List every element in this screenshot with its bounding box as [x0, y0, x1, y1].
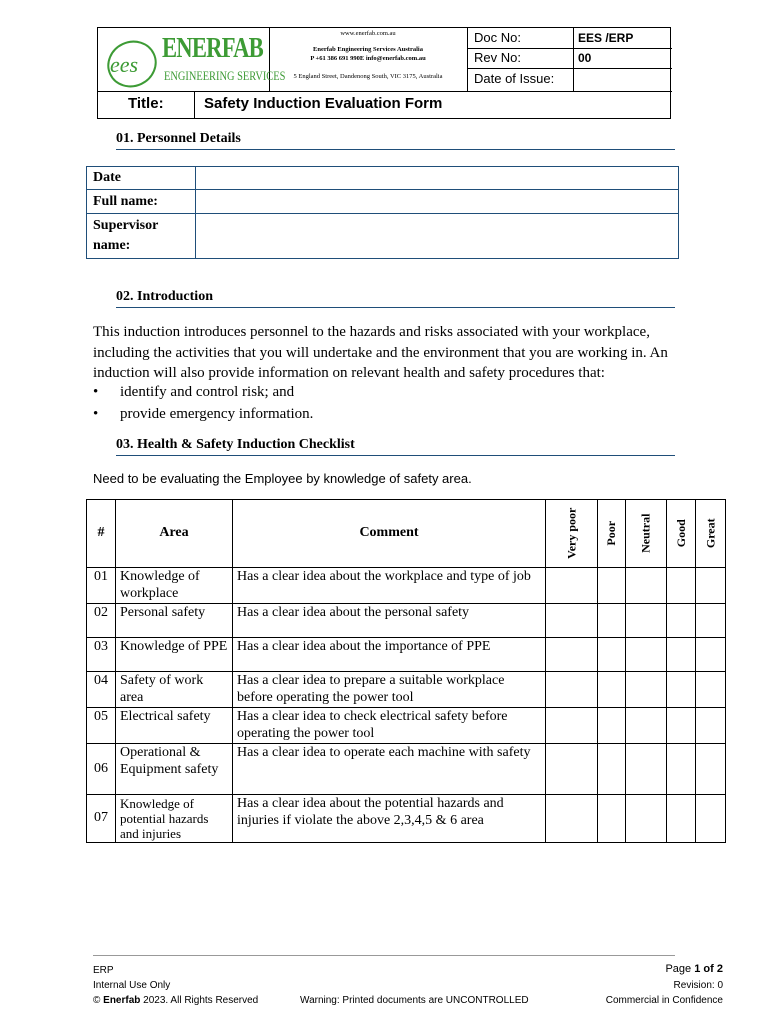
rating-cell-good[interactable] [666, 604, 695, 638]
footer-doc-code: ERP [93, 965, 114, 976]
company-full-name: Enerfab Engineering Services Australia [313, 46, 423, 53]
table-row [87, 744, 726, 795]
personnel-details-table [86, 166, 679, 259]
rating-cell-great[interactable] [695, 604, 726, 638]
row-number: 04 [87, 672, 116, 708]
bullet-icon: • [93, 406, 99, 422]
footer-warning: Warning: Printed documents are UNCONTROLLED [300, 995, 529, 1006]
table-row [87, 190, 679, 214]
row-area: Operational & Equipment safety [116, 744, 233, 795]
table-row [87, 795, 726, 843]
row-area: Knowledge of workplace [116, 568, 233, 604]
footer-revision: Revision: 0 [673, 980, 723, 991]
table-row [87, 638, 726, 672]
rating-cell-great[interactable] [695, 744, 726, 795]
company-name: ENERFAB [162, 32, 263, 64]
checklist-table [86, 499, 726, 843]
section-heading-introduction: 02. Introduction [116, 289, 675, 308]
rating-cell-very-poor[interactable] [546, 708, 598, 744]
footer-confidence: Commercial in Confidence [605, 995, 723, 1006]
supervisor-name-label: Supervisor name: [87, 214, 196, 259]
row-area: Personal safety [116, 604, 233, 638]
rating-cell-great[interactable] [695, 568, 726, 604]
rating-cell-poor[interactable] [598, 638, 626, 672]
rating-cell-neutral[interactable] [626, 708, 666, 744]
column-header-num: # [87, 500, 116, 568]
rating-cell-poor[interactable] [598, 708, 626, 744]
section-heading-personnel: 01. Personnel Details [116, 131, 675, 150]
row-area: Electrical safety [116, 708, 233, 744]
title-label: Title: [128, 95, 164, 112]
rating-cell-very-poor[interactable] [546, 795, 598, 843]
row-area: Knowledge of PPE [116, 638, 233, 672]
rating-cell-poor[interactable] [598, 604, 626, 638]
rev-no-value: 00 [578, 51, 592, 65]
list-item: • identify and control risk; and [93, 384, 295, 400]
rating-cell-neutral[interactable] [626, 604, 666, 638]
table-row [87, 568, 726, 604]
row-comment: Has a clear idea to check electrical safety before operating the power tool [233, 708, 546, 744]
column-header-neutral: Neutral [626, 500, 666, 568]
rating-cell-poor[interactable] [598, 672, 626, 708]
rating-cell-great[interactable] [695, 638, 726, 672]
table-row [87, 604, 726, 638]
footer-copyright: © Enerfab 2023. All Rights Reserved [93, 995, 259, 1006]
page-indicator: Page 1 of 2 [665, 963, 723, 975]
company-subtitle: ENGINEERING SERVICES [164, 68, 286, 83]
rating-cell-neutral[interactable] [626, 638, 666, 672]
rating-cell-very-poor[interactable] [546, 744, 598, 795]
column-header-very-poor: Very poor [546, 500, 598, 568]
row-area: Safety of work area [116, 672, 233, 708]
row-number: 07 [87, 795, 116, 843]
row-area: Knowledge of potential hazards and injuries [116, 795, 233, 843]
document-title: Safety Induction Evaluation Form [204, 95, 443, 112]
column-header-area: Area [116, 500, 233, 568]
rating-cell-good[interactable] [666, 638, 695, 672]
column-header-comment: Comment [233, 500, 546, 568]
column-header-poor: Poor [598, 500, 626, 568]
rating-cell-good[interactable] [666, 795, 695, 843]
rev-no-label: Rev No: [474, 50, 521, 65]
doc-no-value: EES /ERP [578, 31, 634, 45]
row-comment: Has a clear idea about the importance of PPE [233, 638, 546, 672]
footer-divider [93, 955, 675, 956]
rating-cell-great[interactable] [695, 795, 726, 843]
rating-cell-neutral[interactable] [626, 568, 666, 604]
doc-no-label: Doc No: [474, 30, 521, 45]
rating-cell-neutral[interactable] [626, 744, 666, 795]
row-number: 06 [87, 744, 116, 795]
row-comment: Has a clear idea about the workplace and type of job [233, 568, 546, 604]
rating-cell-poor[interactable] [598, 744, 626, 795]
rating-cell-poor[interactable] [598, 795, 626, 843]
rating-cell-great[interactable] [695, 708, 726, 744]
svg-text:ees: ees [110, 52, 139, 77]
row-comment: Has a clear idea to prepare a suitable workplace before operating the power tool [233, 672, 546, 708]
column-header-great: Great [695, 500, 726, 568]
row-comment: Has a clear idea to operate each machine with safety [233, 744, 546, 795]
date-of-issue-label: Date of Issue: [474, 71, 555, 86]
rating-cell-very-poor[interactable] [546, 638, 598, 672]
checklist-note: Need to be evaluating the Employee by knowledge of safety area. [93, 471, 472, 486]
table-row [87, 167, 679, 190]
row-comment: Has a clear idea about the personal safety [233, 604, 546, 638]
row-number: 02 [87, 604, 116, 638]
rating-cell-very-poor[interactable] [546, 604, 598, 638]
date-label: Date [87, 167, 196, 190]
rating-cell-neutral[interactable] [626, 795, 666, 843]
table-row [87, 708, 726, 744]
company-website[interactable]: www.enerfab.com.au [340, 30, 396, 37]
enerfab-logo-mark-icon [104, 36, 160, 90]
rating-cell-good[interactable] [666, 708, 695, 744]
company-address: 5 England Street, Dandenong South, VIC 3175, Australia [293, 73, 443, 80]
column-header-good: Good [666, 500, 695, 568]
rating-cell-neutral[interactable] [626, 672, 666, 708]
company-contact: P +61 386 691 990E info@enerfab.com.au [310, 55, 426, 62]
row-number: 01 [87, 568, 116, 604]
row-number: 03 [87, 638, 116, 672]
rating-cell-good[interactable] [666, 672, 695, 708]
rating-cell-very-poor[interactable] [546, 568, 598, 604]
full-name-field[interactable] [196, 190, 679, 214]
full-name-label: Full name: [87, 190, 196, 214]
date-field[interactable] [196, 167, 679, 190]
bullet-icon: • [93, 384, 99, 400]
rating-cell-very-poor[interactable] [546, 672, 598, 708]
checklist-header-row [87, 500, 726, 568]
table-row [87, 672, 726, 708]
rating-cell-good[interactable] [666, 568, 695, 604]
document-header [97, 27, 671, 119]
supervisor-name-field[interactable] [196, 214, 679, 259]
rating-cell-great[interactable] [695, 672, 726, 708]
table-row [87, 214, 679, 259]
rating-cell-poor[interactable] [598, 568, 626, 604]
introduction-paragraph: This induction introduces personnel to the hazards and risks associated with your workplace, including the activities that you will undertake and the environment that you are working in. An induction will also provide information on relevant health and safety procedures that: [93, 324, 668, 381]
section-heading-checklist: 03. Health & Safety Induction Checklist [116, 437, 675, 456]
row-comment: Has a clear idea about the potential hazards and injuries if violate the above 2,3,4,5 & 6 area [233, 795, 546, 843]
list-item: • provide emergency information. [93, 406, 314, 422]
footer-internal-use: Internal Use Only [93, 980, 171, 991]
rating-cell-good[interactable] [666, 744, 695, 795]
row-number: 05 [87, 708, 116, 744]
